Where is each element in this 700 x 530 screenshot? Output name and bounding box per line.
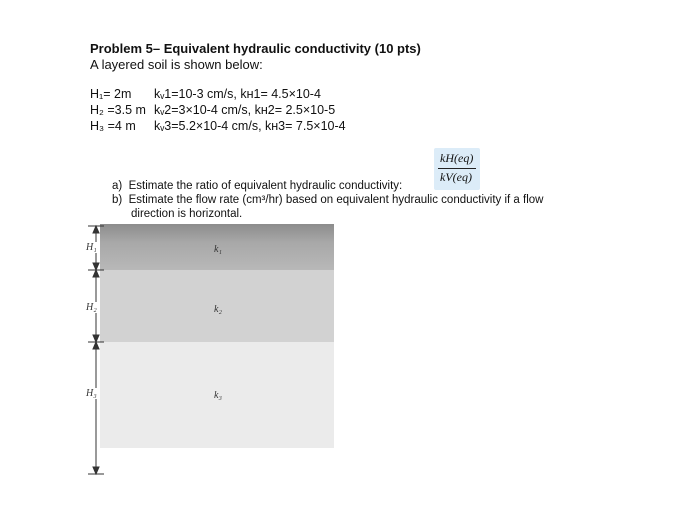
layer-label-k3: k₃ (214, 390, 222, 401)
layer-1-thickness: H₁= 2m (90, 87, 132, 101)
layered-soil-figure (84, 224, 334, 479)
dim-label-h1: H₁ (86, 242, 97, 253)
ratio-numerator: kH(eq) (440, 151, 474, 165)
question-b (112, 194, 543, 206)
layer-label-k1: k₁ (214, 244, 222, 255)
question-b-continuation: direction is horizontal. (131, 208, 243, 220)
layer-1-conductivity: kᵥ1=10-3 cm/s, kʜ1= 4.5×10-4 (154, 87, 321, 101)
layer-2-properties (90, 103, 335, 117)
question-a-label: a) (112, 180, 123, 192)
layer-3-thickness: H₃ =4 m (90, 119, 136, 133)
ratio-denominator: kV(eq) (440, 170, 472, 184)
layer-3-conductivity: kᵥ3=5.2×10-4 cm/s, kʜ3= 7.5×10-4 (154, 119, 346, 133)
conductivity-ratio-formula (434, 148, 480, 190)
question-b-text: Estimate the flow rate (cm³/hr) based on equivalent hydraulic conductivity if a flow (128, 194, 544, 206)
layer-1-properties (90, 87, 321, 101)
layer-3-properties (90, 119, 346, 133)
fraction-bar (438, 168, 476, 169)
dim-label-h2: H₂ (86, 302, 97, 313)
question-a (112, 180, 402, 192)
problem-title: Problem 5– Equivalent hydraulic conductivity (10 pts) (90, 41, 421, 56)
question-a-text: Estimate the ratio of equivalent hydraulic conductivity: (128, 180, 403, 192)
layer-2-thickness: H₂ =3.5 m (90, 103, 146, 117)
dim-label-h3: H₃ (86, 388, 97, 399)
layer-2-conductivity: kᵥ2=3×10-4 cm/s, kʜ2= 2.5×10-5 (154, 103, 336, 117)
question-b-label: b) (112, 194, 123, 206)
thickness-dimension-arrows (84, 224, 114, 479)
problem-intro: A layered soil is shown below: (90, 57, 263, 72)
layer-label-k2: k₂ (214, 304, 222, 315)
